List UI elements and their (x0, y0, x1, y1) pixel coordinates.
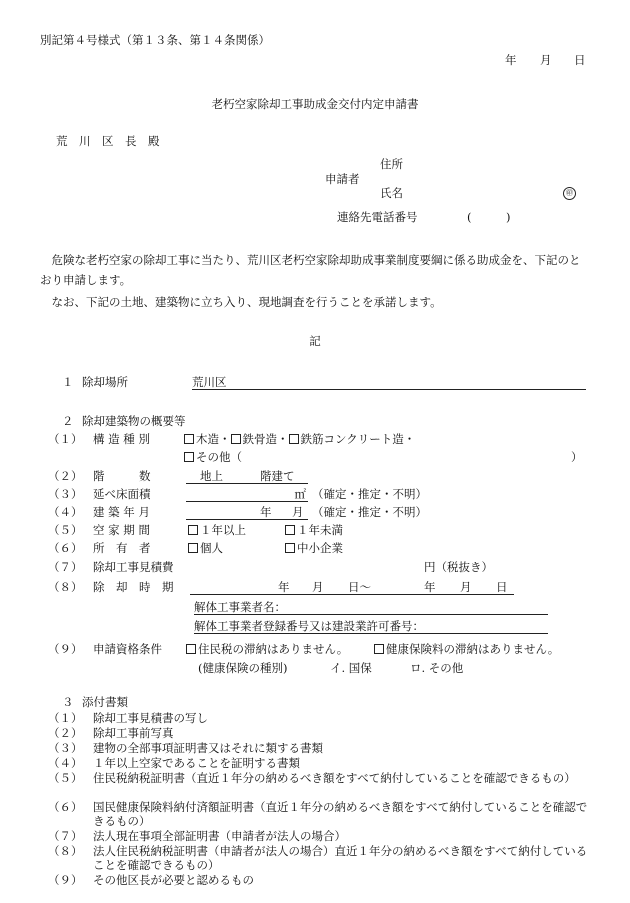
date-day: 日 (574, 53, 586, 67)
attachment-text-1: 除却工事見積書の写し (93, 711, 208, 725)
attachment-text-6: 国民健康保険料納付済額証明書（直近１年分の納めるべき額をすべて納付していることを確認できるもの） (93, 800, 588, 828)
steel-checkbox[interactable] (231, 434, 241, 444)
insurance-other: ロ. その他 (410, 661, 464, 675)
structure-other-close: ） (571, 450, 583, 464)
attachment-num-1: （１） (48, 711, 83, 725)
body-paragraph-1: 危険な老朽空家の除却工事に当たり、荒川区老朽空家除却助成事業制度要綱に係る助成金を、下記のとおり申請します。 (40, 253, 581, 287)
eligibility-opt2 (374, 642, 559, 656)
ki-heading: 記 (309, 334, 321, 348)
attachment-num-6: （６） (48, 800, 83, 814)
structure-other (184, 450, 242, 464)
phone-parens: ( ) (467, 210, 511, 224)
other-checkbox[interactable] (184, 452, 194, 462)
form-id: 別記第４号様式（第１３条、第１４条関係） (40, 33, 270, 47)
vacancy-num: （５） (48, 523, 83, 537)
floors-field[interactable] (186, 469, 308, 484)
built-status: （確定・推定・不明） (312, 505, 427, 519)
attachment-text-5: 住民税納税証明書（直近１年分の納めるべき額をすべて納付していることを確認できるもの） (93, 771, 576, 785)
attachment-num-8: （８） (48, 844, 83, 858)
area-status: （確定・推定・不明） (312, 487, 427, 501)
estimate-unit: 円（税抜き） (424, 560, 493, 574)
period-num: （８） (48, 580, 83, 594)
wood-checkbox[interactable] (184, 434, 194, 444)
vacancy-opt1 (188, 523, 246, 537)
vacancy-under-1yr-label: １年未満 (297, 523, 343, 537)
s1-num: １ (62, 375, 74, 389)
built-label: 建 築 年 月 (93, 505, 150, 519)
s1-label: 除却場所 (82, 375, 128, 389)
attachment-num-5: （５） (48, 771, 83, 785)
owner-individual-label: 個人 (200, 541, 223, 555)
insurance-national: イ. 国保 (330, 661, 372, 675)
area-field[interactable] (186, 487, 308, 502)
eligibility-opt1 (186, 642, 348, 656)
attachment-num-9: （９） (48, 873, 83, 887)
vacancy-under-1yr-checkbox[interactable] (285, 525, 295, 535)
vacancy-label: 空 家 期 間 (93, 523, 150, 537)
floors-label: 階 数 (93, 469, 151, 483)
estimate-label: 除却工事見積費 (93, 560, 174, 574)
rc-label: 鉄筋コンクリート造・ (300, 432, 416, 446)
s2-num: ２ (62, 414, 74, 428)
floors-above: 地上 (200, 469, 223, 483)
s3-label: 添付書類 (82, 695, 128, 709)
built-field[interactable] (186, 505, 308, 520)
attachment-num-4: （４） (48, 756, 83, 770)
attachment-text-3: 建物の全部事項証明書又はそれに類する書類 (93, 741, 323, 755)
removal-location-value: 荒川区 (192, 375, 227, 389)
insurance-type-label: (健康保険の種別) (198, 661, 288, 675)
estimate-num: （７） (48, 560, 83, 574)
owner-label: 所 有 者 (93, 541, 151, 555)
address-label: 住所 (380, 157, 403, 171)
period-year2: 年 (424, 580, 436, 594)
vacancy-opt2 (285, 523, 343, 537)
removal-location-field[interactable] (192, 375, 586, 390)
seal-icon: ㊞ (563, 187, 576, 200)
addressee: 荒 川 区 長 殿 (56, 134, 160, 148)
floors-num: （２） (48, 469, 83, 483)
attachment-text-8: 法人住民税納税証明書（申請者が法人の場合）直近１年分の納めるべき額をすべて納付していることを確認できるもの） (93, 844, 588, 872)
area-num: （３） (48, 487, 83, 501)
period-label: 除 却 時 期 (93, 580, 174, 594)
name-label: 氏名 (380, 186, 403, 200)
area-label: 延べ床面積 (93, 487, 151, 501)
structure-num: （１） (48, 432, 83, 446)
built-num: （４） (48, 505, 83, 519)
structure-options (184, 432, 415, 446)
attachment-num-3: （３） (48, 741, 83, 755)
other-label: その他（ (196, 450, 242, 464)
built-month: 月 (292, 505, 304, 519)
s3-num: ３ (62, 695, 74, 709)
owner-individual-checkbox[interactable] (188, 543, 198, 553)
applicant-label: 申請者 (325, 172, 360, 186)
contractor-label: 解体工事業者名： (194, 600, 286, 614)
date-year: 年 (505, 53, 517, 67)
vacancy-1yr-plus-label: １年以上 (200, 523, 246, 537)
eligibility-label: 申請資格条件 (93, 642, 162, 656)
period-month: 月 (312, 580, 324, 594)
contractor-field[interactable] (194, 600, 548, 615)
owner-num: （６） (48, 541, 83, 555)
period-year: 年 (278, 580, 290, 594)
health-insurance-checkbox[interactable] (374, 644, 384, 654)
date-month: 月 (540, 53, 552, 67)
built-year: 年 (260, 505, 272, 519)
rc-checkbox[interactable] (289, 434, 299, 444)
steel-label: 鉄骨造・ (242, 432, 289, 446)
resident-tax-label: 住民税の滞納はありません。 (198, 642, 349, 656)
resident-tax-checkbox[interactable] (186, 644, 196, 654)
owner-sme-label: 中小企業 (297, 541, 343, 555)
attachment-text-2: 除却工事前写真 (93, 726, 174, 740)
period-field[interactable] (190, 580, 514, 595)
attachment-num-2: （２） (48, 726, 83, 740)
eligibility-num: （９） (48, 642, 83, 656)
vacancy-1yr-plus-checkbox[interactable] (188, 525, 198, 535)
structure-label: 構 造 種 別 (93, 432, 150, 446)
health-insurance-label: 健康保険料の滞納はありません。 (386, 642, 560, 656)
form-title: 老朽空家除却工事助成金交付内定申請書 (211, 97, 419, 111)
phone-label: 連絡先電話番号 (337, 210, 418, 224)
attachment-num-7: （７） (48, 829, 83, 843)
area-unit: ㎡ (294, 487, 306, 501)
attachment-text-4: １年以上空家であることを証明する書類 (93, 756, 300, 770)
attachment-text-7: 法人現在事項全部証明書（申請者が法人の場合） (93, 829, 346, 843)
period-month2: 月 (460, 580, 472, 594)
s2-label: 除却建築物の概要等 (82, 414, 186, 428)
attachment-text-9: その他区長が必要と認めるもの (93, 873, 254, 887)
owner-sme-checkbox[interactable] (285, 543, 295, 553)
floors-suffix: 階建て (260, 469, 295, 483)
owner-opt2 (285, 541, 343, 555)
wood-label: 木造・ (196, 432, 231, 446)
registration-field[interactable] (194, 619, 548, 634)
period-day2: 日 (496, 580, 508, 594)
registration-label: 解体工事業者登録番号又は建設業許可番号： (194, 619, 424, 633)
period-day: 日〜 (348, 580, 371, 594)
owner-opt1 (188, 541, 223, 555)
body-paragraph-2: なお、下記の土地、建築物に立ち入り、現地調査を行うことを承諾します。 (51, 295, 442, 309)
